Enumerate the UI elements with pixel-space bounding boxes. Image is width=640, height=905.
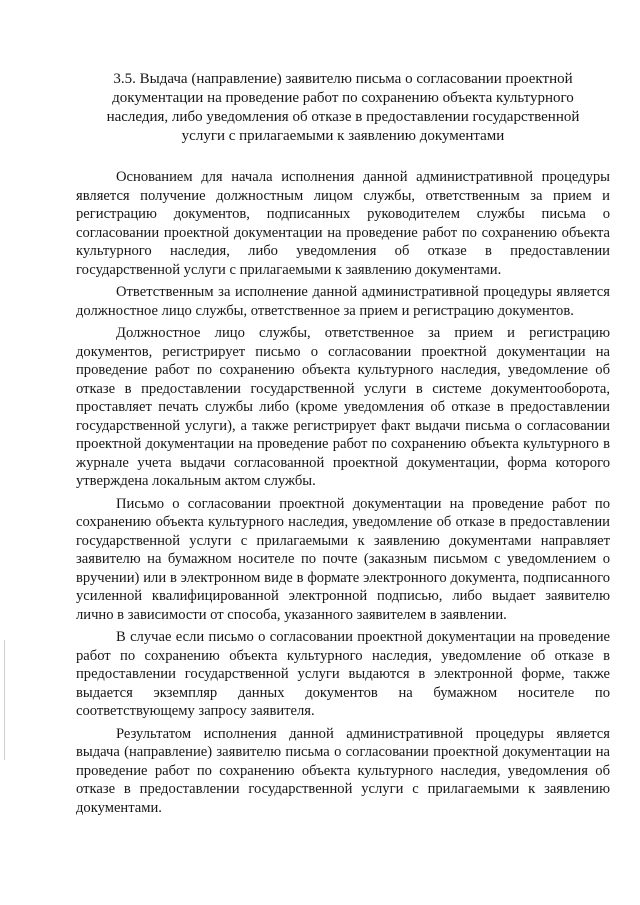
paragraph-registration: Должностное лицо службы, ответственное за прием и регистрацию документов, регистрирует письмо о согласовании проектной документации на проведение работ по сохранению объекта культурного наследия, уведомление об отказе в предоставлении государственной услуги в системе документооборота, проставляет печать службы либо (кроме уведомления об отказе в предоставлении государственной услуги), а также регистрирует факт выдачи письма о согласовании проектной документации на проведение работ по сохранению объекта культурного в журнале учета выдачи согласованной проектной документации, форма которого утверждена локальным актом службы. (76, 325, 610, 489)
paragraph-responsible: Ответственным за исполнение данной административной процедуры является должностное лицо службы, ответственное за прием и регистрацию документов. (76, 284, 610, 319)
section-heading: 3.5. Выдача (направление) заявителю письма о согласовании проектной документации на проведение работ по сохранению объекта культурного наследия, либо уведомления об отказе в предоставлении государственной услуги с прилагаемыми к заявлению документами (106, 71, 580, 144)
paragraph-result: Результатом исполнения данной административной процедуры является выдача (направление) заявителю письма о согласовании проектной документации на проведение работ по сохранению объекта культурного наследия, уведомления об отказе в предоставлении государственной услуги с прилагаемыми к заявлению документами. (76, 725, 610, 816)
paragraph-basis: Основанием для начала исполнения данной административной процедуры является получение должностным лицом службы, ответственным за прием и регистрацию документов, подписанных руководителем службы письма о согласовании проектной документации на проведение работ по сохранению объекта культурного наследия, либо уведомления об отказе в предоставлении государственной услуги с прилагаемыми к заявлению документами. (76, 169, 610, 278)
paragraph-electronic-form: В случае если письмо о согласовании проектной документации на проведение работ по сохранению объекта культурного наследия, уведомление об отказе в предоставлении государственной услуги выдаются в электронной форме, также выдается экземпляр данных документов на бумажном носителе по соответствующему запросу заявителя. (76, 629, 610, 719)
scan-edge-mark (4, 640, 5, 760)
paragraph-delivery: Письмо о согласовании проектной документации на проведение работ по сохранению объекта культурного наследия, уведомление об отказе в предоставлении государственной услуги с прилагаемыми к заявлению документами направляет заявителю на бумажном носителе по почте (заказным письмом с уведомлением о вручении) или в электронном виде в формате электронного документа, подписанного усиленной квалифицированной электронной подписью, либо выдает заявителю лично в зависимости от способа, указанного заявителем в заявлении. (76, 495, 610, 623)
